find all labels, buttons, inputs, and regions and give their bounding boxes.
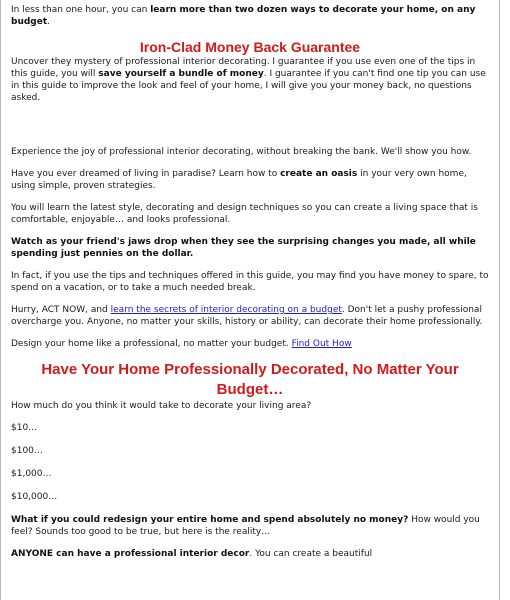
find-out-how-link[interactable]: Find Out How (291, 339, 352, 349)
guarantee-text-a: Uncover they mystery of professional interior decorating. I guarantee if you use even one of the tips in this guide, you will (11, 57, 476, 79)
guarantee-heading: Iron-Clad Money Back Guarantee (139, 39, 361, 55)
anyone-text: . You can create a beautiful (249, 549, 373, 559)
oasis-bold-text: create an oasis (280, 169, 358, 179)
anyone-paragraph (11, 548, 489, 560)
price-item: $10,000… (11, 492, 58, 502)
paradise-paragraph (11, 168, 489, 192)
price-item: $10… (11, 423, 38, 433)
guarantee-paragraph (11, 56, 489, 104)
redesign-paragraph (11, 514, 489, 538)
anyone-bold-text: ANYONE can have a professional interior decor (11, 549, 250, 559)
intro-text: In less than one hour, you can (11, 5, 151, 15)
intro-bold-text: learn more than two dozen ways to decorate your home, on any budget (11, 5, 476, 27)
secrets-link[interactable]: learn the secrets of interior decorating on a budget (110, 305, 342, 315)
guarantee-text-b: . I guarantee if you can't find one tip you can use in this guide to improve the look and feel of your home, I will give you your money back, no questions asked. (11, 69, 486, 103)
joy-paragraph: Experience the joy of professional interior decorating, without breaking the bank. We'll show you how. (11, 147, 472, 157)
hurry-text-a: Hurry, ACT NOW, and (11, 305, 111, 315)
guarantee-bold-text: save yourself a bundle of money (98, 69, 264, 79)
jaws-paragraph (11, 236, 489, 260)
paradise-text-b: in your very own home, using simple, proven strategies. (11, 169, 467, 191)
redesign-bold-text: What if you could redesign your entire home and spend absolutely no money? (11, 515, 409, 525)
section2-heading: Have Your Home Professionally Decorated, No Matter Your Budget… (41, 361, 459, 398)
question-paragraph: How much do you think it would take to decorate your living area? (11, 401, 312, 411)
jaws-bold-text: Watch as your friend's jaws drop when they see the surprising changes you made, all while spending just pennies on the dollar. (11, 237, 476, 259)
style-paragraph: You will learn the latest style, decorating and design techniques so you can create a living space that is comfortable, enjoyable… and looks professional. (11, 203, 478, 225)
hurry-paragraph (11, 304, 489, 328)
price-item: $100… (11, 446, 43, 456)
price-item: $1,000… (11, 469, 52, 479)
money-paragraph: In fact, if you use the tips and techniques offered in this guide, you may find you have money to spare, to spend on a vacation, or to take a much needed break. (11, 271, 489, 293)
design-text: Design your home like a professional, no matter your budget. (11, 339, 292, 349)
intro-suffix: . (47, 17, 51, 27)
paradise-text-a: Have you ever dreamed of living in paradise? Learn how to (11, 169, 281, 179)
design-paragraph (11, 338, 489, 350)
spacer (11, 114, 489, 146)
content-area (1, 0, 499, 560)
redesign-text: How would you feel? Sounds too good to be true, but here is the reality… (11, 515, 480, 537)
hurry-text-b: . Don't let a pushy professional overcharge you. Anyone, no matter your skills, history or ability, can decorate their home professionally. (11, 305, 483, 327)
intro-paragraph (11, 4, 489, 28)
